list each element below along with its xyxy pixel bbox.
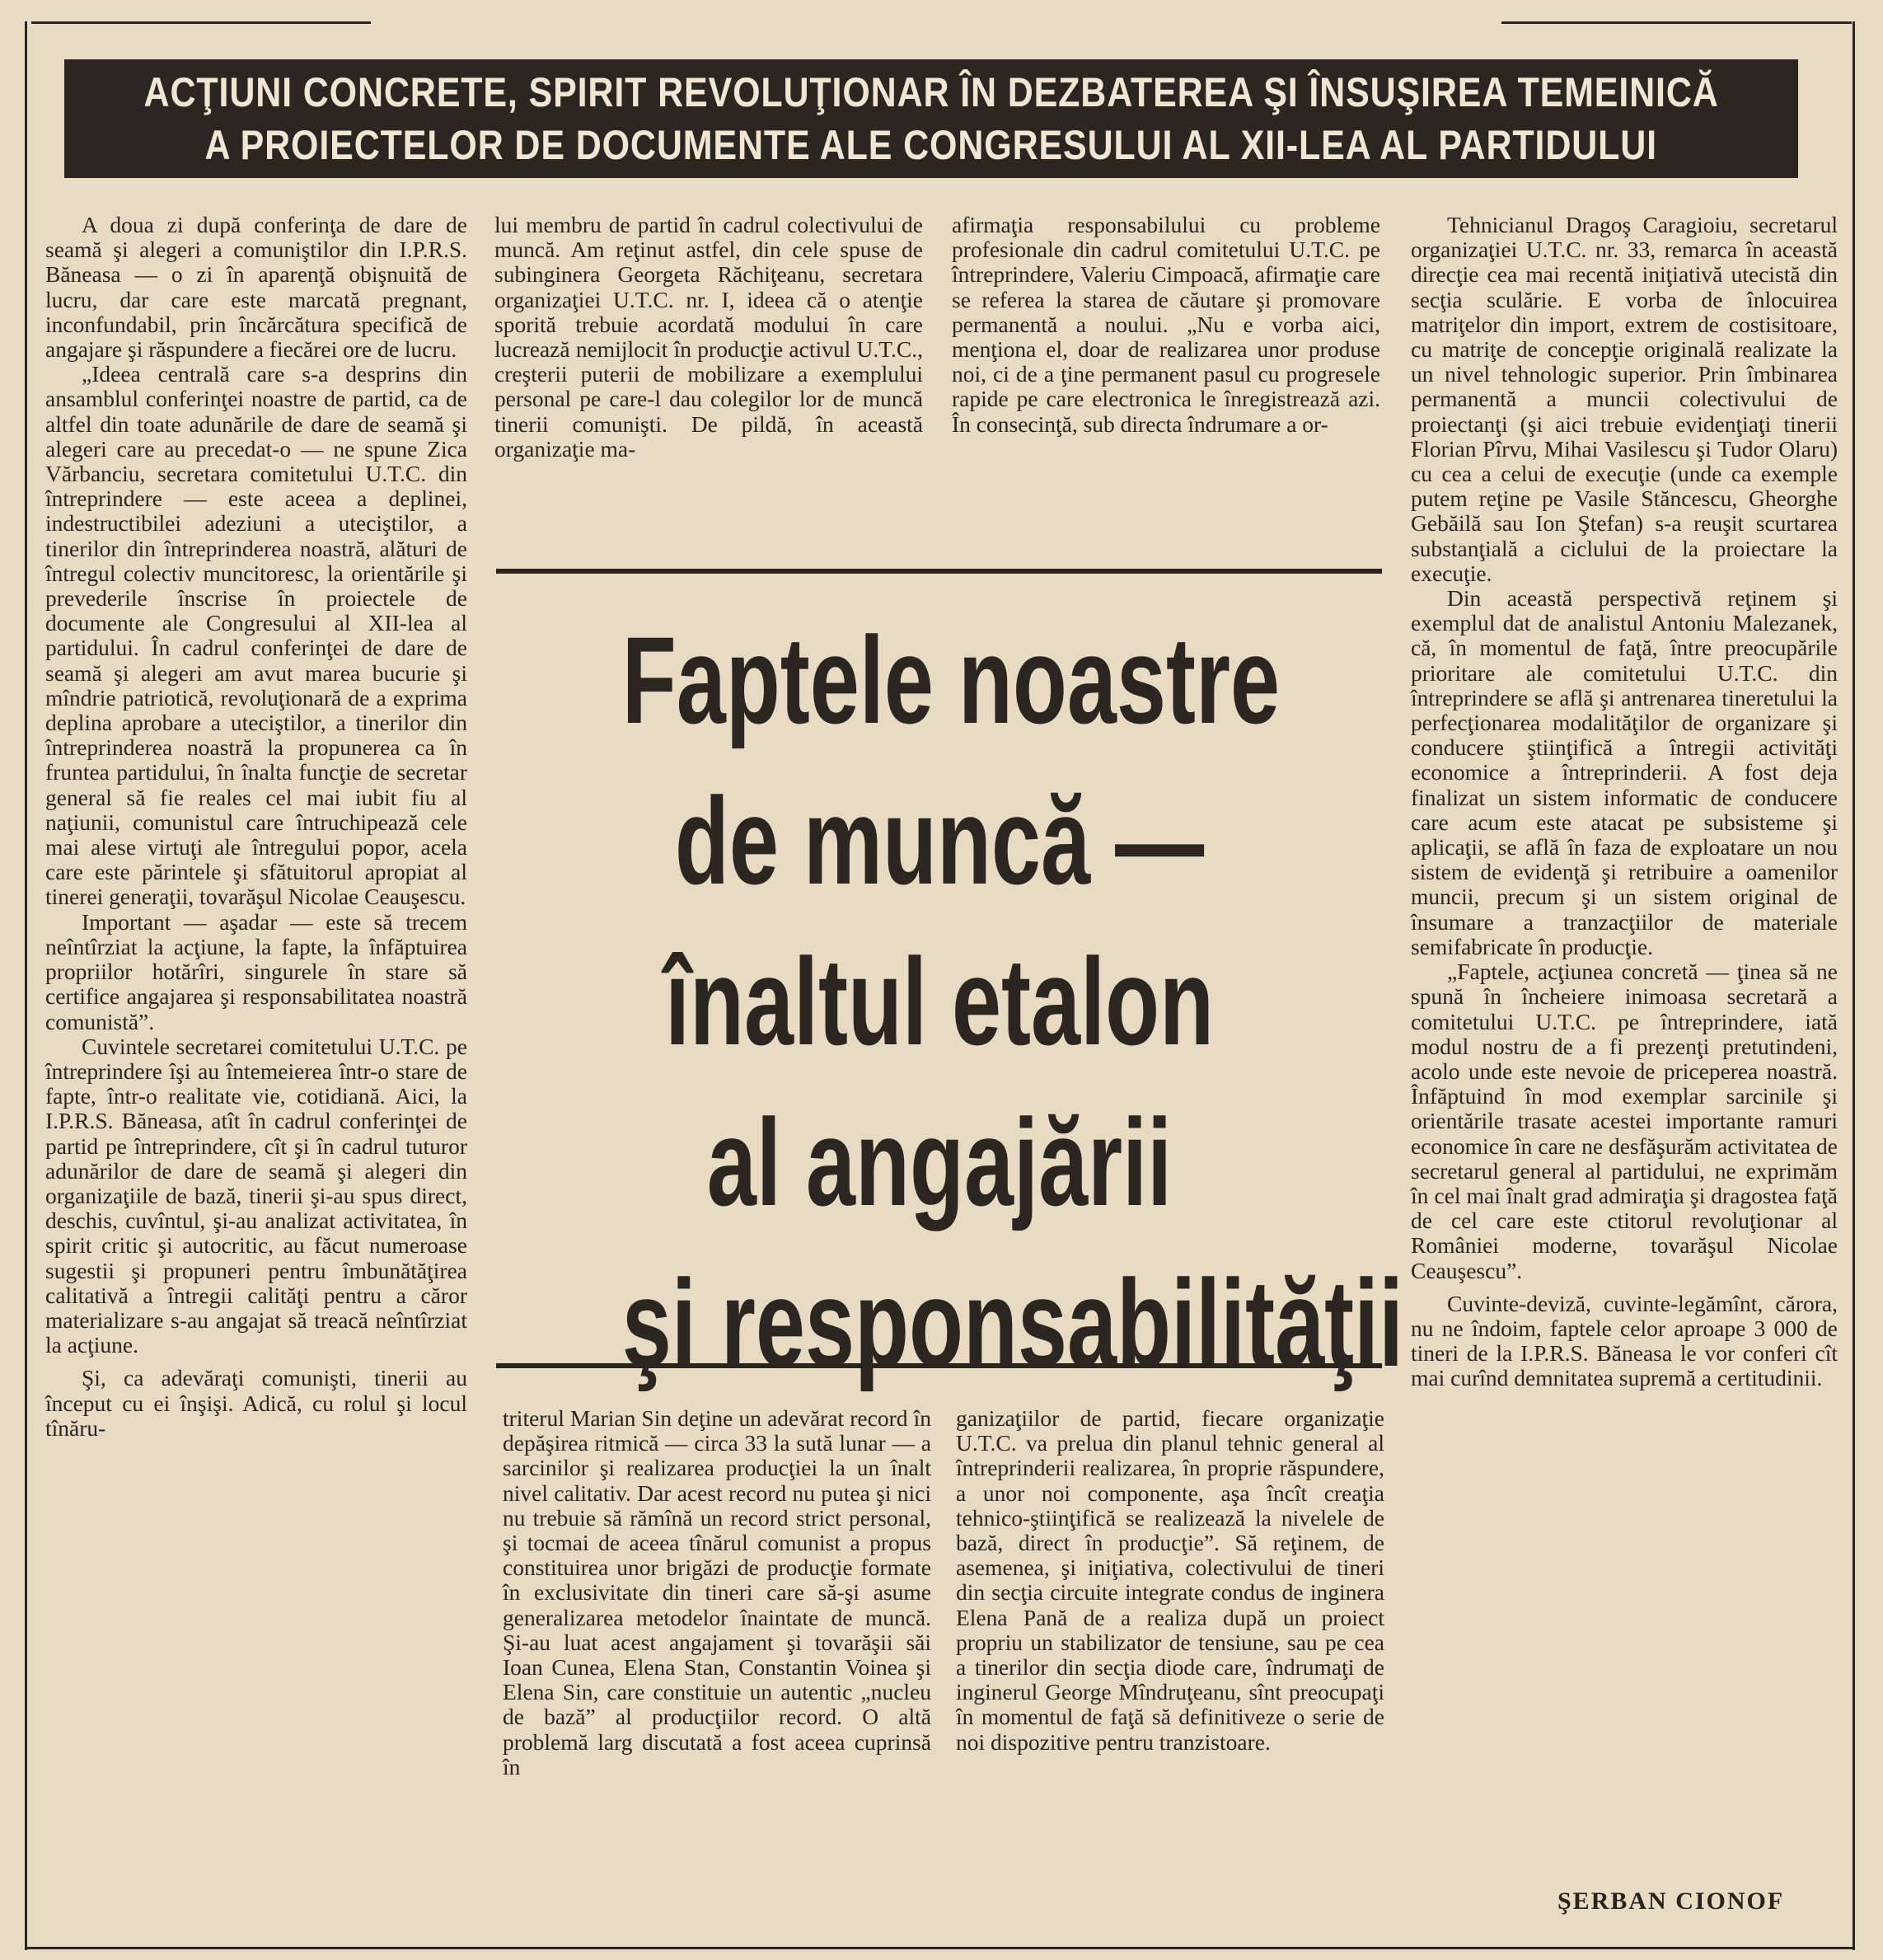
paragraph: afirmaţia responsabilului cu probleme profesionale din cadrul comitetului U.T.C. pe întreprindere, Valeriu Cimpoacă, afirmaţie care se referea la starea de căutare şi promovare permanentă a noului. „Nu e vorba aici, menţiona el, doar de realizarea unor produse noi, ci de a ţine permanent pasul cu progresele rapide pe care electronica le înregistrează azi. În consecinţă, sub directa îndrumare a or- — [952, 212, 1380, 437]
headline-line-5: şi responsabilităţii — [621, 1254, 1404, 1392]
column-3-bottom — [956, 1406, 1384, 1934]
paragraph: Din această perspectivă reţinem şi exemplul dat de analistul Antoniu Malezanek, că, în momentul de faţă, între preocupările prioritare ale comitetului U.T.C. din întreprindere se află şi antrenarea tineretului la perfecţionarea modalităţilor de organizare şi conducere ştiinţifică a întregii activităţi economice a întreprinderii. A fost deja finalizat un sistem informatic de conducere care acum este atacat pe subsisteme şi aplicaţii, se află în faza de exploatare un nou sistem de evidenţă şi retribuire a oamenilor muncii, precum şi un sistem original de însumare a tranzacţiilor de materiale semifabricate în producţie. — [1411, 585, 1838, 959]
banner-line-1: ACŢIUNI CONCRETE, SPIRIT REVOLUŢIONAR ÎN DEZBATEREA ŞI ÎNSUŞIREA TEMEINICĂ — [143, 69, 1719, 115]
paragraph: triterul Marian Sin deţine un adevărat record în depăşirea ritmică — circa 33 la sută lunar — a sarcinilor şi realizarea producţiei la un înalt nivel calitativ. Dar acest record nu putea şi nici nu trebuie să rămînă un record strict personal, şi tocmai de aceea tînărul comunist a propus constituirea unor brigăzi de producţie formate în exclusivitate din tineri care să-şi asume generalizarea metodelor înaintate de muncă. Şi-au luat acest angajament şi tovarăşii săi Ioan Cunea, Elena Stan, Constantin Voinea şi Elena Sin, care constituie un autentic „nucleu de bază” al producţiilor record. O altă problemă larg discutată a fost aceea cuprinsă în — [503, 1405, 931, 1779]
paragraph: ganizaţiilor de partid, fiecare organizaţie U.T.C. va prelua din planul tehnic general al întreprinderii realizarea, în proprie răspundere, a unor noi componente, aşa încît creaţia tehnico-ştiinţifică se realizează la nivelele de bază, direct în producţie”. Să reţinem, de asemenea, şi iniţiativa, colectivului de tineri din secţia circuite integrate condus de inginera Elena Pană de a realiza după un proiect propriu un stabilizator de tensiune, sau pe cea a tinerilor din secţia diode care, îndrumaţi de inginerul George Mîndruţeanu, sînt preocupaţi în momentul de faţă să definitiveze o serie de noi dispozitive pentru tranzistoare. — [956, 1405, 1384, 1755]
headline-line-2: de muncă — — [674, 771, 1205, 910]
paragraph: A doua zi după conferinţa de dare de seamă şi alegeri a comuniştilor din I.P.R.S. Băneasa — o zi în aparenţă obişnuită de lucru, dar care este marcată pregnant, inconfundabil, prin încărcătura specifică de angajare şi răspundere a fiecărei ore de lucru. — [45, 212, 467, 363]
column-2-top — [494, 213, 923, 542]
paragraph: Şi, ca adevăraţi comunişti, tinerii au început cu ei înşişi. Adică, cu rolul şi locul tînăru- — [45, 1365, 467, 1441]
top-rule-right — [1501, 21, 1852, 24]
frame-bottom-rule — [25, 1947, 1855, 1949]
headline — [499, 600, 1404, 1392]
column-4 — [1411, 213, 1838, 1878]
paragraph: „Ideea centrală care s-a desprins din ansamblul conferinţei noastre de partid, ca de altfel din toate adunările de dare de seamă şi alegeri care au precedat-o — ne spune Zica Vărbanciu, secretara comitetului U.T.C. din întreprindere — este aceea a deplinei, indestructibilei adeziuni a uteciştilor, a tinerilor din întreprinderea noastră, alături de întregul colectiv muncitoresc, la orientările şi prevederile înscrise în proiectele de documente ale Congresului al XII-lea al partidului. În cadrul conferinţei de dare de seamă şi alegeri am avut marea bucurie şi mîndrie patriotică, revoluţionară de a exprima deplina aprobare a uteciştilor, a tinerilor din întreprinderea noastră la propunerea ca în fruntea partidului, în înalta funcţie de secretar general să fie reales cel mai iubit fiu al naţiunii, comunistul care întruchipează cele mai alese virtuţi ale întregului popor, acela care este părintele şi sfătuitorul apropiat al tinerei generaţii, tovarăşul Nicolae Ceauşescu. — [45, 361, 467, 910]
headline-top-rule — [496, 569, 1382, 574]
headline-line-1: Faptele noastre — [621, 611, 1281, 749]
top-rule-left — [31, 21, 371, 24]
paragraph: Important — aşadar — este să trecem neîntîrziat la acţiune, la fapte, la înfăptuirea propriilor hotărîri, singurele în stare să certifice angajarea şi responsabilitatea noastră comunistă”. — [45, 908, 467, 1034]
headline-line-4: al angajării — [706, 1093, 1173, 1231]
paragraph: Tehnicianul Dragoş Caragioiu, secretarul organizaţiei U.T.C. nr. 33, remarca în această direcţie cea mai recentă iniţiativă utecistă din secţia sculărie. E vorba de înlocuirea matriţelor din import, extrem de costisitoare, cu matriţe de concepţie originală realizate la un nivel tehnologic superior. Prin îmbinarea permanentă a muncii colectivului de proiectanţi (şi aici trebuie evidenţiaţi tinerii Florian Pîrvu, Mihai Vasilescu şi Tudor Olaru) cu cea a celui de execuţie (unde ca exemple putem reţine pe Vasile Stăncescu, Gheorghe Gebăilă sau Ion Ştefan) s-a reuşit scurtarea substanţială a ciclului de la proiectare la execuţie. — [1411, 212, 1838, 586]
banner-line-2: A PROIECTELOR DE DOCUMENTE ALE CONGRESULUI AL XII-LEA AL PARTIDULUI — [204, 122, 1658, 168]
banner — [64, 59, 1798, 178]
column-3-top — [952, 213, 1380, 542]
paragraph: „Faptele, acţiunea concretă — ţinea să ne spună în încheiere inimoasa secretară a comitetului U.T.C. pe întreprindere, iată modul nostru de a fi prezenţi pretutindeni, acolo unde este nevoie de priceperea noastră. Înfăptuind în mod exemplar sarcinile şi orientările trasate acestei importante ramuri economice în care ne desfăşurăm activitatea de secretarul general al partidului, ne exprimăm în cel mai înalt grad admiraţia şi dragostea faţă de cel care este ctitorul revoluţionar al României moderne, tovarăşul Nicolae Ceauşescu”. — [1411, 959, 1838, 1283]
frame-left-rule — [25, 21, 27, 1950]
headline-line-3: înaltul etalon — [664, 932, 1215, 1071]
column-1 — [45, 213, 467, 1944]
paragraph: lui membru de partid în cadrul colectivului de muncă. Am reţinut astfel, din cele spuse de subinginera Georgeta Răchiţeanu, secretara organizaţiei U.T.C. nr. I, ideea că o atenţie sporită trebuie acordată modului în care lucrează nemijlocit în producţie activul U.T.C., creşterii puterii de mobilizare a exemplului personal pe care-l dau colegilor lor de muncă tinerii comunişti. De pildă, în această organizaţie ma- — [494, 212, 923, 462]
frame-right-rule — [1853, 21, 1855, 1950]
paragraph: Cuvinte-deviză, cuvinte-legămînt, cărora, nu ne îndoim, faptele celor aproape 3 000 de tineri de la I.P.R.S. Băneasa le vor conferi cît mai curînd demnitatea supremă a certitudinii. — [1411, 1290, 1838, 1391]
paragraph: Cuvintele secretarei comitetului U.T.C. pe întreprindere îşi au întemeierea într-o stare de fapte, într-o realitate vie, cotidiană. Aici, la I.P.R.S. Băneasa, atît în cadrul conferinţei de partid pe întreprindere, cît şi în cadrul tuturor adunărilor de dare de seamă şi alegeri din organizaţiile de bază, tinerii şi-au spus direct, deschis, cuvîntul, şi-au analizat activitatea, în spirit critic şi autocritic, au făcut numeroase sugestii şi propuneri pentru îmbunătăţirea calitativă a întregii calităţi pentru a căror materializare s-au angajat să treacă neîntîrziat la acţiune. — [45, 1033, 467, 1358]
column-2-bottom — [503, 1406, 931, 1934]
author-byline: ŞERBAN CIONOF — [1557, 1887, 1785, 1915]
